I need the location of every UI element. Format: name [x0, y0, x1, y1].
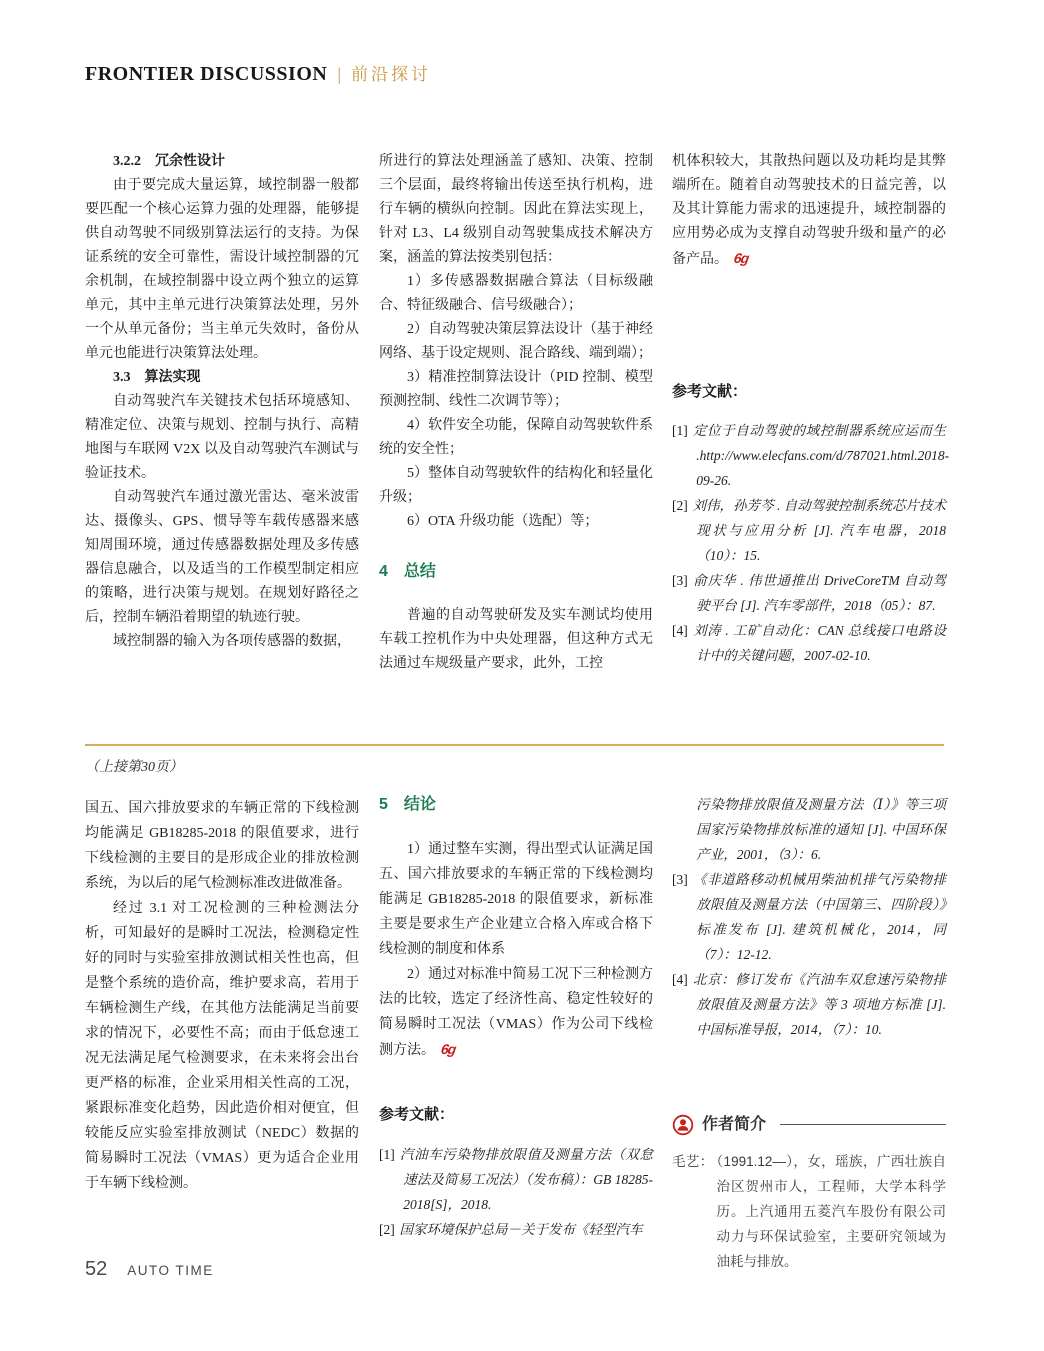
author-header-rule: [780, 1124, 946, 1125]
reference-text: 《非道路移动机械用柴油机排气污染物排放限值及测量方法（中国第三、四阶段）》标准发布 [J]. 建筑机械化，2014，同（7）：12-12.: [692, 872, 946, 962]
references-list: [379, 1142, 653, 1242]
paragraph: 自动驾驶汽车通过激光雷达、毫米波雷达、摄像头、GPS、惯导等车载传感器来感知周围环境，通过传感器数据处理及多传感器信息融合，以及适当的工作模型制定相应的策略，进行决策与规划。在规划好路径之后，控制车辆沿着期望的轨迹行驶。: [85, 490, 359, 625]
reference-label: [3]: [672, 573, 688, 588]
list-item: 1）多传感器数据融合算法（目标级融合、特征级融合、信号级融合）；: [379, 274, 653, 313]
reference-label: [4]: [672, 972, 688, 987]
reference-text: 刘涛 . 工矿自动化：CAN 总线接口电路设计中的关键问题，2007-02-10.: [692, 623, 946, 663]
references-list: [672, 418, 950, 668]
list-item-text: 2）通过对标准中简易工况下三种检测方法的比较，选定了经济性高、稳定性较好的简易瞬时工况法（VMAS）作为公司下线检测方法。: [379, 967, 653, 1058]
top-article-column-1: [85, 150, 359, 654]
reference-label: [1]: [672, 423, 688, 438]
list-item: 1）通过整车实测，得出型式认证满足国五、国六排放要求的车辆正常的下线检测均能满足 GB18285-2018 的限值要求，新标准主要是要求生产企业建立合格入库或合格下线检测的制度和体系: [379, 842, 653, 957]
header-separator: |: [337, 64, 341, 84]
top-article-column-3: [672, 150, 950, 668]
author-bio: [672, 1149, 946, 1274]
paragraph: 经过 3.1 对工况检测的三种检测法分析，可知最好的是瞬时工况法，检测稳定性好的同时与实验室排放测试相关性也高，但是整个系统的造价高，维护要求高，若用于车辆检测生产线，在其他方法能满足当前要求的情况下，必要性不高；而由于低怠速工况无法满足尾气检测要求，在未来将会出台更严格的标准，企业采用相关性高的工况，紧跟标准变化趋势，因此造价相对便宜，但较能反应实验室排放测试（NEDC）数据的简易瞬时工况法（VMAS）更为适合企业用于车辆下线检测。: [85, 901, 359, 1191]
reference-text: 刘伟，孙芳芩 . 自动驾驶控制系统芯片技术现状与应用分析 [J]. 汽车电器，2018（10）：15.: [692, 498, 946, 563]
list-item: 4）软件安全功能，保障自动驾驶软件系统的安全性；: [379, 418, 653, 457]
bottom-article-column-1: [85, 796, 359, 1196]
reference-item: [672, 867, 946, 967]
reference-item: [672, 493, 946, 568]
author-person-icon: [672, 1114, 694, 1136]
journal-brand: AUTO TIME: [127, 1263, 214, 1278]
paragraph: 所进行的算法处理涵盖了感知、决策、控制三个层面，最终将输出传送至执行机构，进行车辆的横纵向控制。因此在算法实现上，针对 L3、L4 级别自动驾驶集成技术解决方案，涵盖的算法按类别包括：: [379, 154, 653, 265]
reference-label: [4]: [672, 623, 688, 638]
list-item: [379, 962, 653, 1063]
continued-from-note: （上接第30页）: [85, 760, 183, 775]
paragraph: 域控制器的输入为各项传感器的数据，: [113, 634, 351, 649]
reference-label: [2]: [379, 1222, 395, 1237]
list-item: 3）精准控制算法设计（PID 控制、模型预测控制、线性二次调节等）；: [379, 370, 653, 409]
reference-text: 定位于自动驾驶的域控制器系统应运而生 .http://www.elecfans.com/d/787021.html.2018-09-26.: [692, 423, 950, 488]
paragraph: [672, 150, 946, 272]
section-title: 结论: [403, 796, 436, 813]
article-end-icon: 6g: [732, 250, 750, 266]
subsection-heading: 3.2.2 冗余性设计: [113, 154, 225, 169]
reference-label: [2]: [672, 498, 688, 513]
section-divider-rule: [85, 744, 944, 746]
reference-item: [672, 618, 946, 668]
reference-continuation: 污染物排放限值及测量方法（Ⅰ）》等三项国家污染物排放标准的通知 [J]. 中国环保产业，2001，（3）：6.: [696, 797, 946, 862]
reference-text: 国家环境保护总局－关于发布《轻型汽车: [399, 1222, 643, 1237]
top-article-column-2: [379, 150, 653, 676]
reference-label: [1]: [379, 1147, 395, 1162]
subsection-heading: 3.3 算法实现: [113, 370, 201, 385]
reference-item: [379, 1142, 653, 1217]
list-item: 6）OTA 升级功能（选配）等；: [407, 514, 599, 529]
page-footer: [85, 1258, 214, 1281]
page-number: 52: [85, 1258, 108, 1280]
reference-item: [672, 568, 946, 618]
reference-text: 俞庆华 . 伟世通推出 DriveCoreTM 自动驾驶平台 [J]. 汽车零部件，2018（05）：87.: [692, 573, 946, 613]
author-profile-header: [672, 1112, 946, 1137]
header-title-en: FRONTIER DISCUSSION: [85, 63, 328, 85]
header-title-cn: 前沿探讨: [350, 65, 431, 84]
paragraph: 自动驾驶汽车关键技术包括环境感知、精准定位、决策与规划、控制与执行、高精地图与车联网 V2X 以及自动驾驶汽车测试与验证技术。: [85, 394, 359, 481]
paragraph: 普遍的自动驾驶研发及实车测试均使用车载工控机作为中央处理器，但这种方式无法通过车规级量产要求，此外，工控: [379, 608, 653, 671]
author-bio-text: （1991.12—），女，瑶族，广西壮族自治区贺州市人，工程师，大学本科学历。上汽通用五菱汽车股份有限公司动力与环保试验室，主要研究领域为油耗与排放。: [716, 1154, 946, 1269]
section-number: 5: [379, 796, 388, 813]
references-title: 参考文献：: [379, 1107, 455, 1123]
paragraph-text: 机体积较大，其散热问题以及功耗均是其弊端所在。随着自动驾驶技术的日益完善，以及其计算能力需求的迅速提升，域控制器的应用势必成为支撑自动驾驶升级和量产的必备产品。: [672, 154, 946, 267]
column-header: [85, 60, 431, 86]
section-number: 4: [379, 563, 388, 580]
bottom-article-column-2: [379, 792, 653, 1242]
author-profile-section: [672, 1112, 946, 1274]
list-item: 5）整体自动驾驶软件的结构化和轻量化升级；: [379, 466, 653, 505]
reference-item: [672, 418, 950, 493]
section-heading-conclusion: [379, 792, 653, 817]
section-title: 总结: [403, 563, 436, 580]
list-item: 2）自动驾驶决策层算法设计（基于神经网络、基于设定规则、混合路线、端到端）；: [379, 322, 653, 361]
section-heading-summary: [379, 560, 653, 584]
reference-label: [3]: [672, 872, 688, 887]
reference-item: [379, 1217, 653, 1242]
bottom-article-column-3: [672, 792, 946, 1274]
reference-text: 北京：修订发布《汽油车双怠速污染物排放限值及测量方法》等 3 项地方标准 [J]. 中国标准导报，2014，（7）：10.: [692, 972, 946, 1037]
paragraph: 由于要完成大量运算，域控制器一般都要匹配一个核心运算力强的处理器，能够提供自动驾驶不同级别算法运行的支持。为保证系统的安全可靠性，需设计域控制器的冗余机制，在域控制器中设立两个独立的运算单元，其中主单元进行决策算法处理，另外一个从单元备份；当主单元失效时，备份从单元也能进行决策算法处理。: [85, 178, 359, 361]
article-end-icon: 6g: [439, 1041, 457, 1057]
paragraph: 国五、国六排放要求的车辆正常的下线检测均能满足 GB18285-2018 的限值要求，进行下线检测的主要目的是形成企业的排放检测系统，为以后的尾气检测标准改进做准备。: [85, 801, 359, 891]
author-profile-title: 作者简介: [702, 1116, 767, 1133]
author-name: 毛艺：: [672, 1154, 714, 1169]
references-title: 参考文献：: [672, 384, 748, 400]
reference-text: 汽油车污染物排放限值及测量方法（双怠速法及简易工况法）（发布稿）：GB 18285-2018[S]，2018.: [399, 1147, 653, 1212]
reference-item: [672, 967, 946, 1042]
